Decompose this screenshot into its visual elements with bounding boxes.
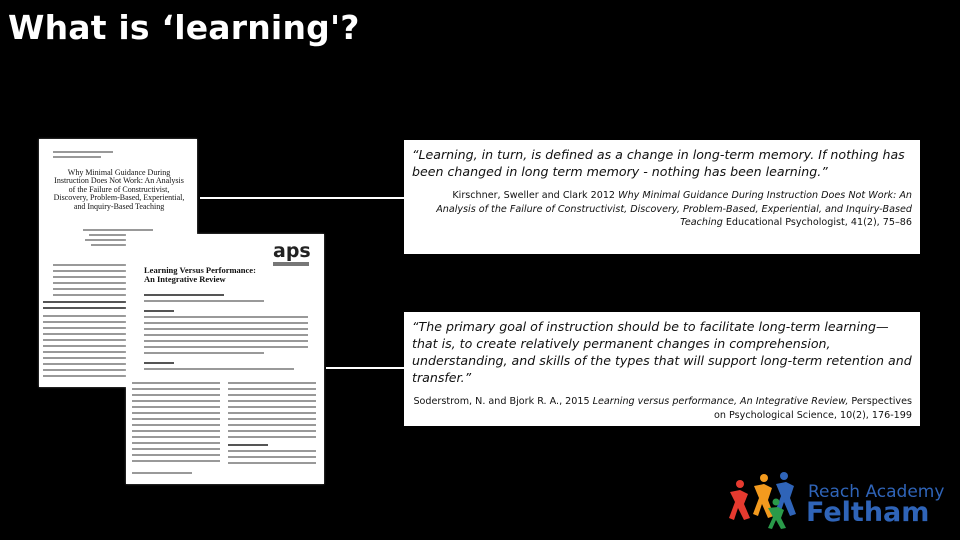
quote-citation: Soderstrom, N. and Bjork R. A., 2015 Learning versus performance, An Integrative Review, Perspectives on Psychological Science, 10(2), 176-199	[413, 396, 912, 421]
quote-box-kirschner	[404, 140, 920, 254]
connector-line-bottom	[326, 367, 404, 369]
connector-line-top	[200, 197, 364, 199]
quote-box-soderstrom	[404, 312, 920, 426]
aps-logo: aps	[273, 240, 311, 262]
quote-citation: Kirschner, Sweller and Clark 2012 Why Minimal Guidance During Instruction Does Not Work: An Analysis of the Failure of Constructivist, Discovery, Problem-Based, Experiential, and Inquiry-Based Teaching Educational Psychologist, 41(2), 75–86	[436, 190, 912, 228]
quote-text: “Learning, in turn, is defined as a change in long-term memory. If nothing has been changed in long term memory - nothing has been learning.”	[412, 147, 905, 179]
paper-title: Why Minimal Guidance During Instruction Does Not Work: An Analysis of the Failure of Constructivist, Discovery, Problem-Based, Experiential, and Inquiry-Based Teaching	[53, 168, 185, 211]
slide-title: What is ‘learning'?	[8, 8, 360, 47]
logo-name: Reach Academy	[808, 482, 945, 502]
paper-thumbnail-soderstrom	[126, 234, 324, 484]
connector-line-top-end	[364, 197, 404, 199]
paper-title: Learning Versus Performance: An Integrative Review	[144, 265, 256, 284]
logo-place: Feltham	[806, 497, 930, 528]
quote-text: “The primary goal of instruction should be to facilitate long-term learning—that is, to create relatively permanent changes in comprehension, understanding, and skills of the types that will support long-term retention and transfer.”	[412, 319, 912, 385]
